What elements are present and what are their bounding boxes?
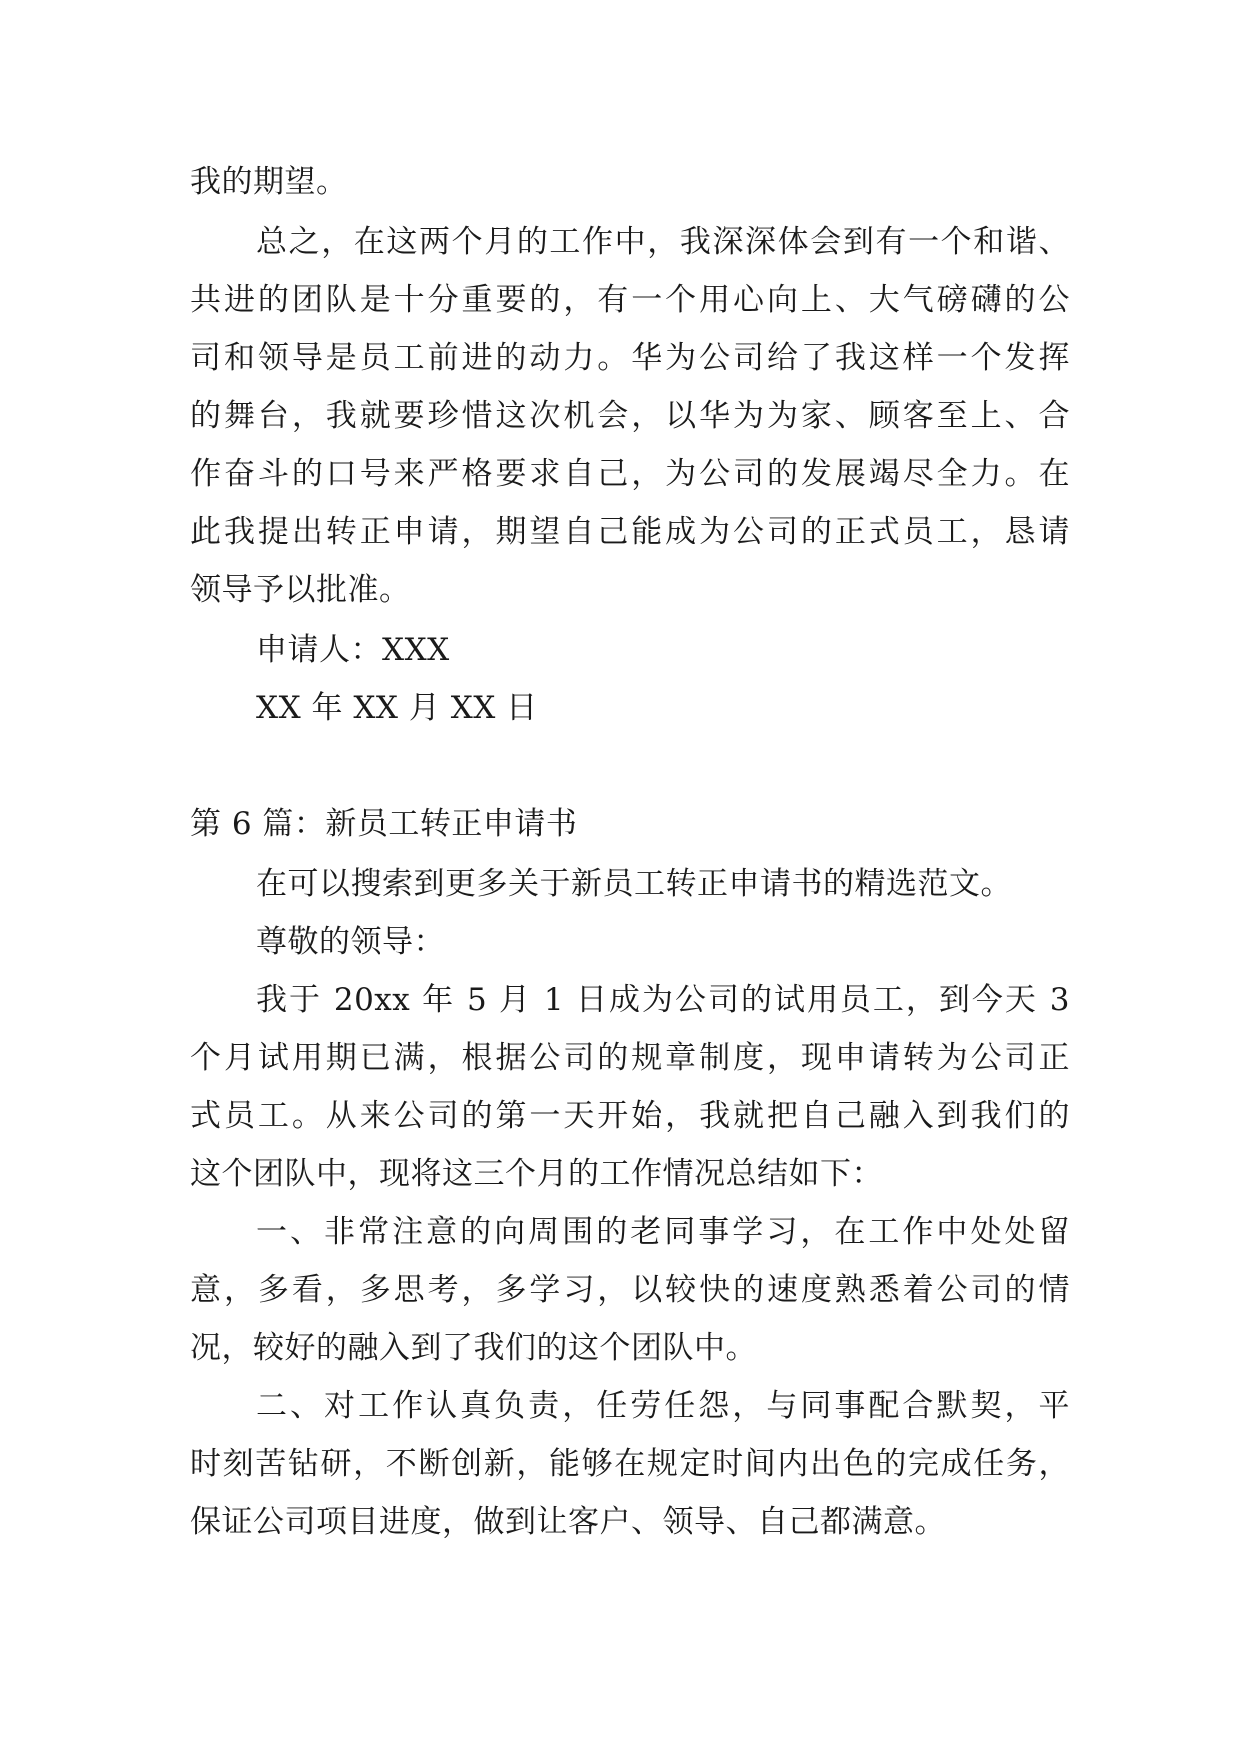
paragraph-line: 总之，在这两个月的工作中，我深深体会到有一个和谐、 <box>256 224 1070 260</box>
paragraph-line: 意，多看，多思考，多学习，以较快的速度熟悉着公司的情 <box>190 1272 1070 1308</box>
paragraph-line: 我于 20xx 年 5 月 1 日成为公司的试用员工，到今天 3 <box>256 982 1070 1018</box>
applicant-signature: 申请人：XXX <box>256 632 450 668</box>
paragraph-line: 共进的团队是十分重要的，有一个用心向上、大气磅礴的公 <box>190 282 1070 318</box>
paragraph-line: 时刻苦钻研，不断创新，能够在规定时间内出色的完成任务， <box>190 1446 1070 1482</box>
paragraph-line: 的舞台，我就要珍惜这次机会，以华为为家、顾客至上、合 <box>190 398 1070 434</box>
paragraph-line: 我的期望。 <box>190 164 348 200</box>
section-heading: 第 6 篇：新员工转正申请书 <box>190 806 578 842</box>
paragraph-line: 领导予以批准。 <box>190 572 411 608</box>
paragraph-line: 在可以搜索到更多关于新员工转正申请书的精选范文。 <box>256 866 1012 902</box>
paragraph-line: 况，较好的融入到了我们的这个团队中。 <box>190 1330 757 1366</box>
paragraph-line: 个月试用期已满，根据公司的规章制度，现申请转为公司正 <box>190 1040 1070 1076</box>
paragraph-line: 二、对工作认真负责，任劳任怨，与同事配合默契，平 <box>256 1388 1070 1424</box>
paragraph-line: 这个团队中，现将这三个月的工作情况总结如下： <box>190 1156 883 1192</box>
paragraph-line: 此我提出转正申请，期望自己能成为公司的正式员工，恳请 <box>190 514 1070 550</box>
paragraph-line: 一、非常注意的向周围的老同事学习，在工作中处处留 <box>256 1214 1070 1250</box>
paragraph-line: 保证公司项目进度，做到让客户、领导、自己都满意。 <box>190 1504 946 1540</box>
application-date: XX 年 XX 月 XX 日 <box>256 690 538 726</box>
paragraph-line: 司和领导是员工前进的动力。华为公司给了我这样一个发挥 <box>190 340 1070 376</box>
paragraph-line: 作奋斗的口号来严格要求自己，为公司的发展竭尽全力。在 <box>190 456 1070 492</box>
paragraph-line: 式员工。从来公司的第一天开始，我就把自己融入到我们的 <box>190 1098 1070 1134</box>
salutation: 尊敬的领导： <box>256 924 445 960</box>
